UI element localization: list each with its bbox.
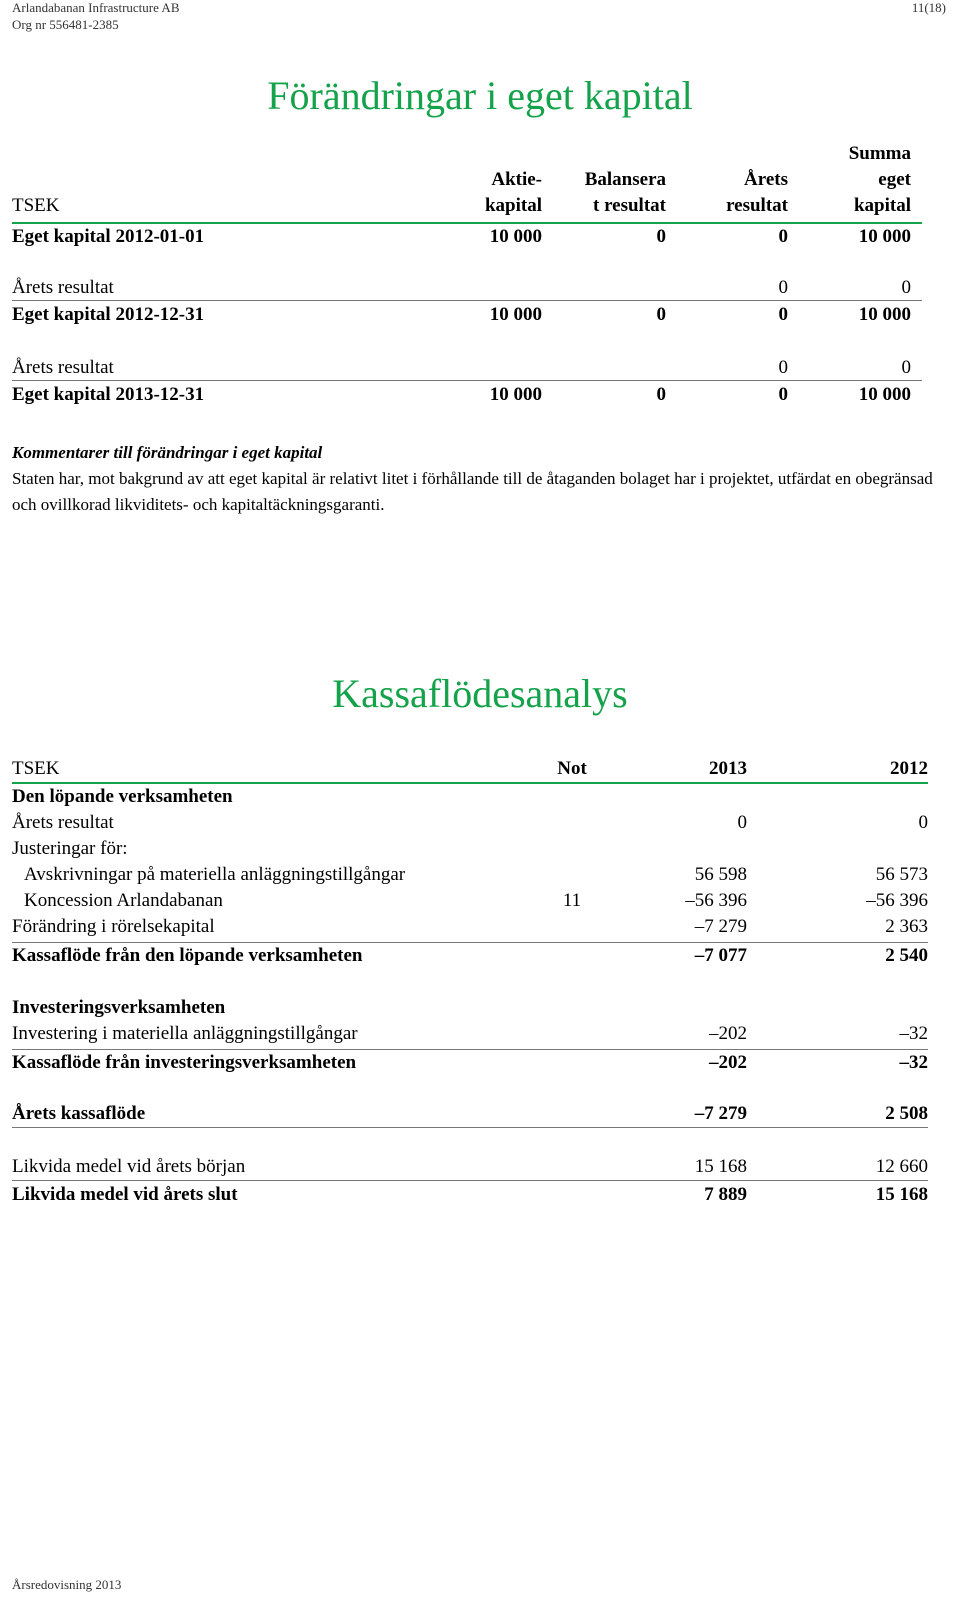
page-footer: Årsredovisning 2013 [12,1577,122,1592]
table-row: Kassaflöde från den löpande verksamheten –7 077 2 540 [12,942,928,969]
equity-unit: TSEK [12,195,60,216]
table-row: Kassaflöde från investeringsverksamheten –202 –32 [12,1049,928,1076]
page-number: 11(18) [911,0,946,15]
table-row: Likvida medel vid årets slut 7 889 15 168 [12,1184,928,1205]
table-row: Investering i materiella anläggningstillgångar –202 –32 [12,1023,928,1044]
table-row: Förändring i rörelsekapital –7 279 2 363 [12,916,928,937]
equity-title: Förändringar i eget kapital [267,73,693,118]
table-row: Årets kassaflöde –7 279 2 508 [12,1101,928,1128]
comment-heading: Kommentarer till förändringar i eget kapital [12,443,323,462]
table-row: Justeringar för: [12,838,128,859]
equity-table-header [12,142,922,224]
comment-text: Staten har, mot bakgrund av att eget kapital är relativt litet i förhållande till de åtaganden bolaget har i projektet, utfärdat en obegränsad och ovillkorad likviditets- och kapitaltäckningsgaranti. [12,469,933,514]
company-name: Arlandabanan Infrastructure AB [12,0,180,15]
cashflow-title: Kassaflödesanalys [332,671,628,716]
table-row: Den löpande verksamheten [12,786,233,807]
table-row: Likvida medel vid årets början 15 168 12 660 [12,1154,928,1181]
table-row: Investeringsverksamheten [12,997,226,1018]
col-balanserat-resultat: Balansera t resultat [584,169,666,216]
table-row: Eget kapital 2012-12-31 10 000 0 0 10 000 [12,300,922,329]
col-summa-eget-kapital: Summa eget kapital [848,143,911,216]
table-row: Årets resultat 0 0 [12,277,911,298]
table-row: Koncession Arlandabanan 11 –56 396 –56 396 [24,890,928,911]
cashflow-table-header: TSEK Not 2013 2012 [12,756,928,784]
table-row: Eget kapital 2013-12-31 10 000 0 0 10 000 [12,380,922,409]
table-row: Årets resultat 0 0 [12,357,911,378]
table-row: Avskrivningar på materiella anläggningstillgångar 56 598 56 573 [24,864,928,885]
org-number: Org nr 556481-2385 [12,17,119,32]
col-arets-resultat: Årets resultat [726,169,788,216]
table-row: Årets resultat 0 0 [12,812,928,833]
col-aktiekapital: Aktie- kapital [484,169,542,216]
table-row: Eget kapital 2012-01-01 10 000 0 0 10 000 [12,226,911,247]
